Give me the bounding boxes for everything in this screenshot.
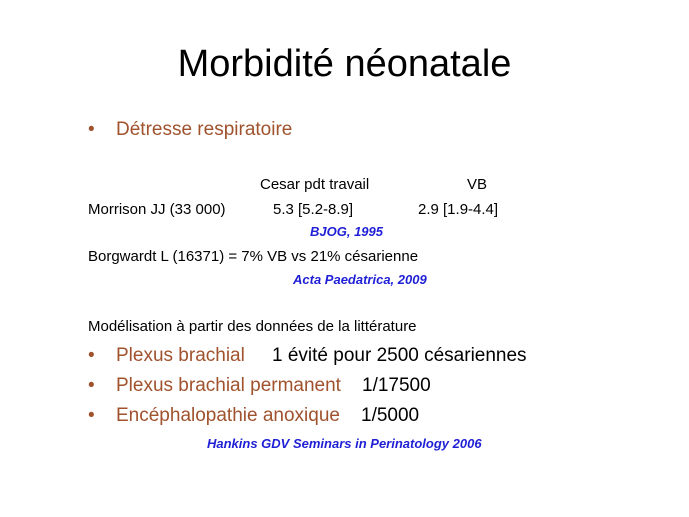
list-item: [88, 405, 340, 427]
modelisation-intro: Modélisation à partir des données de la littérature: [88, 318, 417, 335]
bullet-dot-icon: •: [88, 119, 95, 140]
table-header-col1: Cesar pdt travail: [260, 176, 370, 193]
bullet-dot-icon: •: [88, 345, 95, 366]
list-item: [88, 375, 341, 397]
section-bullet-label: Détresse respiratoire: [116, 119, 293, 140]
morrison-reference: BJOG, 1995: [310, 224, 383, 239]
borgwardt-reference: Acta Paedatrica, 2009: [293, 272, 427, 287]
morrison-value-vb: 2.9 [1.9-4.4]: [418, 201, 499, 218]
bullet-label: Plexus brachial permanent: [116, 375, 341, 396]
borgwardt-result: Borgwardt L (16371) = 7% VB vs 21% césarienne: [88, 248, 419, 265]
bullet-dot-icon: •: [88, 375, 95, 396]
list-item: [88, 345, 245, 367]
morrison-value-cesar: 5.3 [5.2-8.9]: [273, 201, 354, 218]
bullet-label: Encéphalopathie anoxique: [116, 405, 340, 426]
bullet-value: 1/5000: [361, 405, 420, 426]
bullet-label: Plexus brachial: [116, 345, 245, 366]
bullet-value: 1 évité pour 2500 césariennes: [272, 345, 527, 366]
footer-reference: Hankins GDV Seminars in Perinatology 2006: [207, 436, 482, 451]
morrison-study: Morrison JJ (33 000): [88, 201, 226, 218]
bullet-value: 1/17500: [362, 375, 431, 396]
bullet-dot-icon: •: [88, 405, 95, 426]
table-header-col2: VB: [467, 176, 488, 193]
section-bullet: [88, 119, 292, 141]
slide-title: Morbidité néonatale: [177, 43, 512, 85]
